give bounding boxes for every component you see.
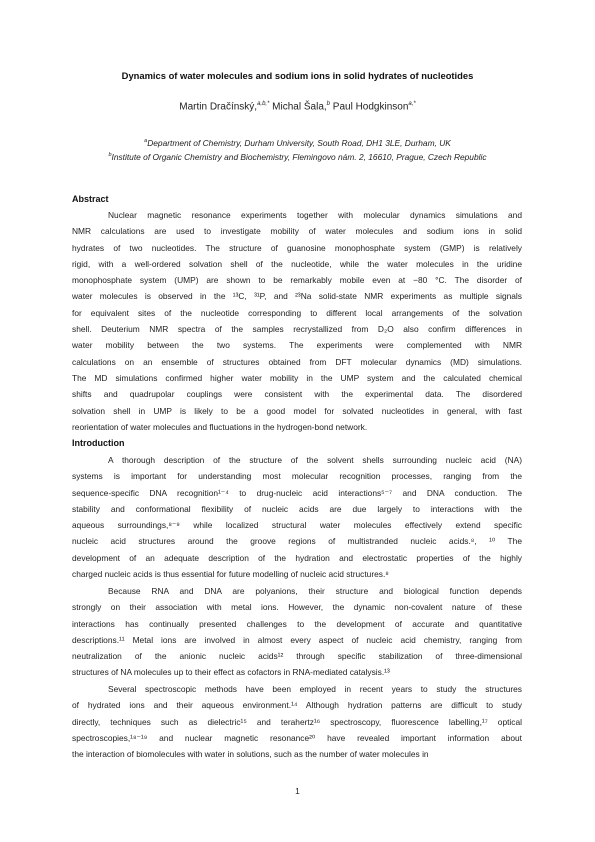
text-line: shifts and quadrupolar couplings were consistent with the experimental data. The disordered [72,389,522,400]
introduction-paragraph [72,452,522,582]
affiliation-text: Institute of Organic Chemistry and Biochemistry, Flemingovo nám. 2, 16610, Prague, Czech Republic [111,152,487,162]
text-line: solvation shell in UMP is likely to be a good model for solvated nucleotides in general, with fast [72,405,522,416]
text-line: shell. Deuterium NMR spectra of the samples recrystallized from D₂O also confirm differences in [72,324,522,335]
text-line: nucleic acid structures around the groove regions of multistranded nucleic acids.⁸, ¹⁰ The [72,536,522,547]
text-line: Several spectroscopic methods have been employed in recent years to study the structures [108,684,522,694]
author-affiliation-mark: b [326,101,330,107]
text-line: hydrates of two nucleotides. The structure of guanosine monophosphate system (GMP) is relatively [72,242,522,253]
introduction-paragraph [72,681,522,762]
text-line: structures of NA molecules up to their effect as cofactors in RNA-mediated catalysis.¹³ [72,667,390,678]
author-name: Martin Dračínský, [179,101,258,113]
text-line: Nuclear magnetic resonance experiments together with molecular dynamics simulations and [108,210,522,220]
text-line: NMR calculations are used to investigate mobility of water molecules and sodium ions in solid [72,226,522,237]
text-line: water molecules is observed in the ¹³C, ³¹P, and ²³Na solid-state NMR experiments as multiple signals [72,291,522,302]
text-line: sequence-specific DNA recognition¹⁻⁴ to drug-nucleic acid interactions⁵⁻⁷ and DNA conduction. The [72,487,522,498]
text-line: stability and conformational flexibility of nucleic acids are due largely to interactions with the [72,503,522,514]
text-line: rigid, with a well-ordered solvation shell of the nucleotide, while the water molecules in the uridine [72,258,522,269]
page-number: 1 [295,786,300,796]
affiliation [60,138,535,148]
text-line: calculations on an ensemble of structures obtained from DFT molecular dynamics (MD) simulations. [72,356,522,367]
paper-title: Dynamics of water molecules and sodium ions in solid hydrates of nucleotides [121,70,474,81]
author-list [60,101,535,112]
text-line: A thorough description of the structure of the solvent shells surrounding nucleic acid (NA) [108,455,522,465]
text-line: strongly on their association with metal ions. However, the dynamic non-covalent nature of these [72,602,522,613]
text-line: directly, techniques such as dielectric¹⁵ and terahertz¹⁶ spectroscopy, fluorescence labelling,¹⁷ optical [72,716,522,727]
introduction-paragraph [72,583,522,681]
text-line: for equivalent sites of the nucleotide corresponding to different local arrangements of the solvation [72,307,522,318]
text-line: reorientation of water molecules and fluctuations in the hydrogen-bond network. [72,421,368,432]
text-line: the interaction of biomolecules with water in solutions, such as the number of water molecules in [72,749,429,760]
introduction-heading: Introduction [72,438,125,448]
affiliation-text: Department of Chemistry, Durham University, South Road, DH1 3LE, Durham, UK [147,138,451,148]
text-line: neutralization of the anionic nucleic acids¹² through specific stabilization of three-dimensional [72,651,522,662]
text-line: systems is important for understanding most molecular recognition processes, ranging from the [72,471,522,482]
affiliation-mark: b [108,152,112,159]
affiliation [60,152,535,162]
abstract-heading: Abstract [72,194,109,204]
text-line: monophosphate system (UMP) are shown to be remarkably mobile even at −80 °C. The disorder of [72,275,522,286]
text-line: charged nucleic acids is thus essential for future modelling of nucleic acid structures.⁸ [72,569,389,580]
affiliation-mark: a [144,138,148,145]
abstract-body [72,207,522,435]
author-name: Michal Šala, [269,101,327,113]
author-affiliation-mark: a,b,* [257,101,270,107]
text-line: water mobility between the two systems. The experiments were complemented with NMR [72,340,522,351]
text-line: The MD simulations confirmed higher water mobility in the UMP system and the calculated chemical [72,372,522,383]
text-line: spectroscopies,¹⁸⁻¹⁹ and nuclear magnetic resonance²⁰ have revealed important information about [72,732,522,743]
author-affiliation-mark: a,* [408,101,416,107]
text-line: interactions has continually presented challenges to the development of accurate and quantitative [72,618,522,629]
text-line: of hydrated ions and their aqueous environment.¹⁴ Although hydration patterns are difficult to study [72,700,522,711]
text-line: aqueous surroundings,⁸⁻⁹ while localized structural water molecules effectively extend specific [72,520,522,531]
author-name: Paul Hodgkinson [330,101,409,113]
text-line: development of an adequate description of the hydration and electrostatic properties of the highly [72,552,522,563]
text-line: descriptions.¹¹ Metal ions are involved in almost every aspect of nucleic acid chemistry, ranging from [72,634,522,645]
text-line: Because RNA and DNA are polyanions, their structure and biological function depends [108,586,522,596]
